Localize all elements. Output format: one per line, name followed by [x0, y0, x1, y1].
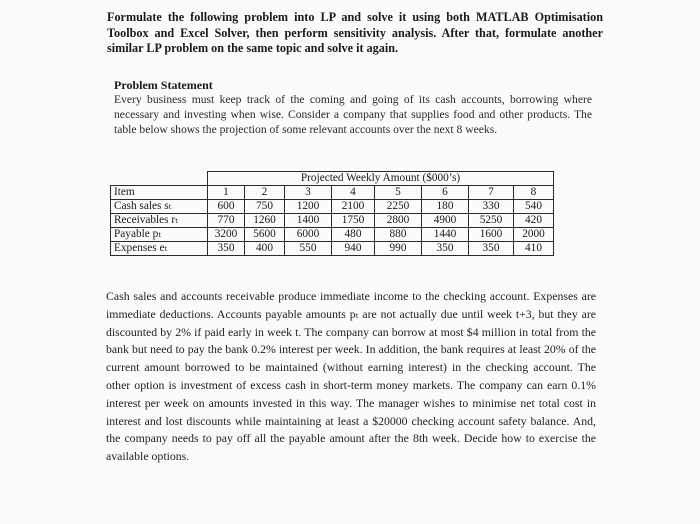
week-header: 3 — [285, 186, 332, 200]
row-label: Payable pₜ — [111, 228, 208, 242]
table-cell: 5250 — [469, 214, 514, 228]
table-cell: 420 — [514, 214, 554, 228]
row-label: Receivables rₜ — [111, 214, 208, 228]
table-cell: 350 — [208, 242, 245, 256]
table-cell: 1260 — [245, 214, 285, 228]
table-cell: 400 — [245, 242, 285, 256]
week-header: 1 — [208, 186, 245, 200]
table-cell: 3200 — [208, 228, 245, 242]
table-cell: 1440 — [422, 228, 469, 242]
week-header: 5 — [375, 186, 422, 200]
week-header: 8 — [514, 186, 554, 200]
table-cell: 940 — [332, 242, 375, 256]
table-cell: 4900 — [422, 214, 469, 228]
table-cell: 750 — [245, 200, 285, 214]
table-cell: 480 — [332, 228, 375, 242]
table-cell: 350 — [422, 242, 469, 256]
table-cell: 2250 — [375, 200, 422, 214]
table-title: Projected Weekly Amount ($000’s) — [208, 172, 554, 186]
table-corner — [111, 172, 208, 186]
table-cell: 330 — [469, 200, 514, 214]
problem-statement-intro: Every business must keep track of the coming and going of its cash accounts, borrowing where necessary and investing when wise. Consider a company that supplies food and other products. The table below shows the projection of some relevant accounts over the next 8 weeks. — [114, 93, 592, 136]
projection-table — [110, 171, 554, 256]
table-row — [111, 242, 554, 256]
row-label: Expenses eₜ — [111, 242, 208, 256]
table-cell: 5600 — [245, 228, 285, 242]
table-cell: 6000 — [285, 228, 332, 242]
problem-statement-heading: Problem Statement — [114, 78, 213, 92]
table-cell: 2000 — [514, 228, 554, 242]
table-cell: 990 — [375, 242, 422, 256]
table-cell: 550 — [285, 242, 332, 256]
table-cell: 2100 — [332, 200, 375, 214]
table-cell: 1200 — [285, 200, 332, 214]
week-header: 7 — [469, 186, 514, 200]
table-row — [111, 200, 554, 214]
week-header: 2 — [245, 186, 285, 200]
row-label: Cash sales sₜ — [111, 200, 208, 214]
table-cell: 600 — [208, 200, 245, 214]
table-cell: 410 — [514, 242, 554, 256]
problem-description: Cash sales and accounts receivable produce immediate income to the checking account. Expenses are immediate deductions. Accounts payable amounts pₜ are not actually due until week t+3, but they are discounted by 2% if paid early in week t. The company can borrow at most $4 million in total from the bank but need to pay the bank 0.2% interest per week. In addition, the bank requires at least 20% of the current amount borrowed to be maintained (without earning interest) in the checking account. The other option is investment of excess cash in short-term money markets. The company can earn 0.1% interest per week on amounts invested in this way. The manager wishes to minimise net total cost in interest and lost discounts while maintaining at least a $20000 checking account safety balance. And, the company needs to pay off all the payable amount after the 8th week. Decide how to exercise the available options. — [106, 289, 596, 464]
table-cell: 2800 — [375, 214, 422, 228]
task-instructions: Formulate the following problem into LP and solve it using both MATLAB Optimisation Toolbox and Excel Solver, then perform sensitivity analysis. After that, formulate another similar LP problem on the same topic and solve it again. — [107, 10, 603, 55]
table-header-row — [111, 186, 554, 200]
week-header: 4 — [332, 186, 375, 200]
table-cell: 1600 — [469, 228, 514, 242]
table-cell: 540 — [514, 200, 554, 214]
week-header: 6 — [422, 186, 469, 200]
table-row — [111, 214, 554, 228]
table-cell: 880 — [375, 228, 422, 242]
table-cell: 1750 — [332, 214, 375, 228]
table-cell: 180 — [422, 200, 469, 214]
table-cell: 350 — [469, 242, 514, 256]
table-cell: 1400 — [285, 214, 332, 228]
table-cell: 770 — [208, 214, 245, 228]
item-header: Item — [111, 186, 208, 200]
table-title-row — [111, 172, 554, 186]
table-row — [111, 228, 554, 242]
